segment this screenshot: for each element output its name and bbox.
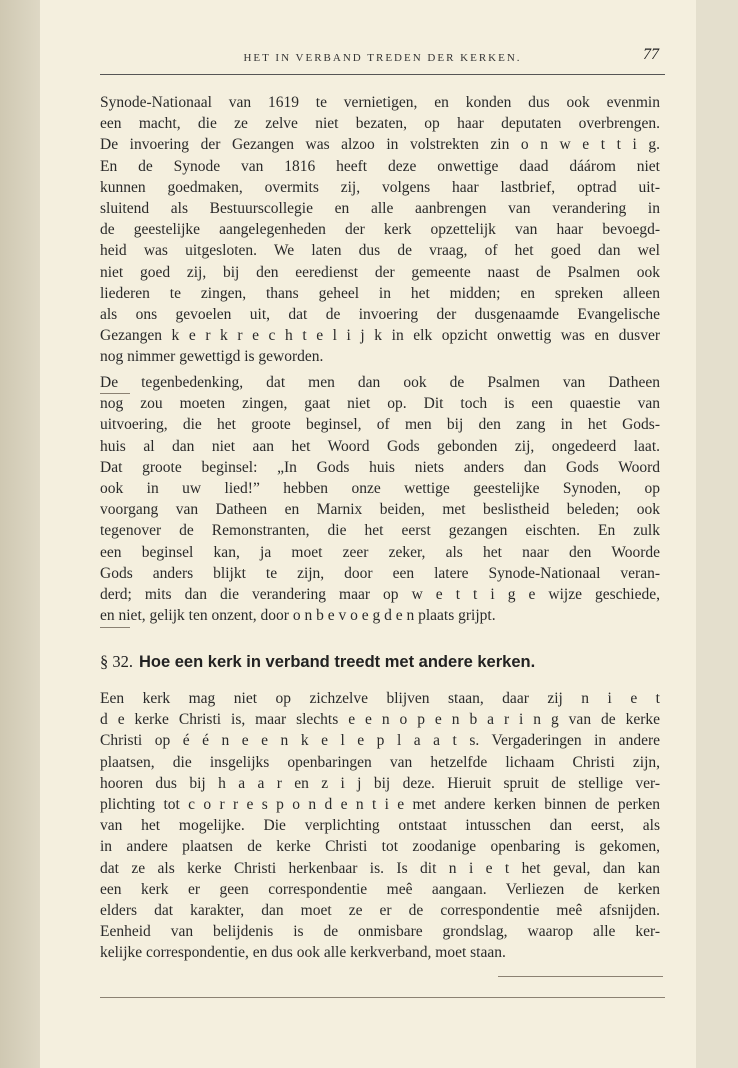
text-line: niet goed zij, bij den eeredienst der gemeente naast de Psalmen ook xyxy=(100,263,660,281)
text-line: Dat groote beginsel: „In Gods huis niets anders dan Gods Woord xyxy=(100,458,660,476)
text-line: derd; mits dan die verandering maar op w e t t i g e wijze geschiede, xyxy=(100,586,660,604)
running-title: HET IN VERBAND TREDEN DER KERKEN. xyxy=(243,52,522,64)
paragraph-3 xyxy=(100,688,660,964)
running-head xyxy=(100,44,665,75)
section-sign: § 32. xyxy=(100,652,133,671)
text-line: dat ze als kerke Christi herkenbaar is. Is dit n i e t het geval, dan kan xyxy=(100,859,660,877)
text-line: Een kerk mag niet op zichzelve blijven staan, daar zij n i e t xyxy=(100,690,660,707)
text-line: nog zou moeten zingen, gaat niet op. Dit toch is een quaestie van xyxy=(100,395,660,413)
paragraph-2 xyxy=(100,372,660,626)
page-gutter xyxy=(0,0,40,1068)
text-line: de geestelijke aangelegenheden der kerk opzettelijk van haar bevoegd- xyxy=(100,221,660,239)
text-line: liederen te zingen, thans geheel in het midden; en spreken alleen xyxy=(100,284,660,302)
pencil-underline xyxy=(498,976,663,977)
text-line: tegenover de Remonstranten, die het eerst gezangen eischten. En zulk xyxy=(100,522,660,540)
text-line: een beginsel kan, ja moet zeer zeker, als het naar den Woorde xyxy=(100,543,660,561)
text-line: en niet, gelijk ten onzent, door o n b e v o e g d e n plaats grijpt. xyxy=(100,607,496,625)
text-line: Synode-Nationaal van 1619 te vernietigen, en konden dus ook evenmin xyxy=(100,94,660,111)
text-line: hooren dus bij h a a r en z i j bij deze. Hieruit spruit de stellige ver- xyxy=(100,774,660,792)
text-line: voorgang van Datheen en Marnix beiden, met beslistheid beleden; ook xyxy=(100,501,660,519)
paragraph-1 xyxy=(100,92,660,368)
text-line: plaatsen, die insgelijks openbaringen van hetzelfde lichaam Christi zijn, xyxy=(100,753,660,771)
pencil-underline xyxy=(100,627,130,628)
text-line: Gezangen k e r k r e c h t e l i j k in elk opzicht onwettig was en dusver xyxy=(100,327,660,345)
text-line: De tegenbedenking, dat men dan ook de Psalmen van Datheen xyxy=(100,374,660,391)
text-line: uitvoering, die het groote beginsel, of men bij den zang in het Gods- xyxy=(100,416,660,434)
section-title: Hoe een kerk in verband treedt met andere kerken. xyxy=(139,653,536,671)
text-line: heid was uitgesloten. We laten dus de vraag, of het goed dan wel xyxy=(100,242,660,260)
pencil-underline xyxy=(100,997,665,998)
section-heading xyxy=(100,652,660,672)
text-line: Eenheid van belijdenis is de onmisbare grondslag, waarop alle ker- xyxy=(100,923,660,941)
text-line: Christi op é é n e e n k e l e p l a a t s. Vergaderingen in andere xyxy=(100,732,660,750)
text-line: in andere plaatsen de kerke Christi tot zoodanige openbaring is gekomen, xyxy=(100,838,660,856)
text-line: huis al dan niet aan het Woord Gods gebonden zij, ongedeerd laat. xyxy=(100,437,660,455)
pencil-underline xyxy=(100,393,130,394)
text-line: kelijke correspondentie, en dus ook alle kerkverband, moet staan. xyxy=(100,944,506,962)
text-line: kunnen goedmaken, overmits zij, volgens haar lastbrief, optrad uit- xyxy=(100,178,660,196)
text-line: elders dat karakter, dan moet ze er de correspondentie meê afsnijden. xyxy=(100,902,660,920)
text-line: ook in uw lied!” hebben onze wettige geestelijke Synoden, op xyxy=(100,480,660,498)
text-line: plichting tot c o r r e s p o n d e n t i e met andere kerken binnen de perken xyxy=(100,796,660,814)
page-number: 77 xyxy=(643,46,659,63)
text-line: Gods anders blijkt te zijn, door een latere Synode-Nationaal veran- xyxy=(100,564,660,582)
page-edge xyxy=(696,0,738,1068)
text-line: De invoering der Gezangen was alzoo in volstrekten zin o n w e t t i g. xyxy=(100,136,660,154)
text-line: als ons gevoelen uit, dat de invoering der dusgenaamde Evangelische xyxy=(100,306,660,324)
text-line: En de Synode van 1816 heeft deze onwettige daad dáárom niet xyxy=(100,157,660,175)
text-line: een kerk er geen correspondentie meê aangaan. Verliezen de kerken xyxy=(100,880,660,898)
text-line: sluitend als Bestuurscollegie en alle aanbrengen van verandering in xyxy=(100,200,660,218)
text-line: nog nimmer gewettigd is geworden. xyxy=(100,348,324,366)
text-line: een macht, die ze zelve niet bezaten, op haar deputaten overbrengen. xyxy=(100,115,660,133)
text-line: van het mogelijke. Die verplichting ontstaat intusschen dan eerst, als xyxy=(100,817,660,835)
text-line: d e kerke Christi is, maar slechts e e n o p e n b a r i n g van de kerke xyxy=(100,711,660,729)
